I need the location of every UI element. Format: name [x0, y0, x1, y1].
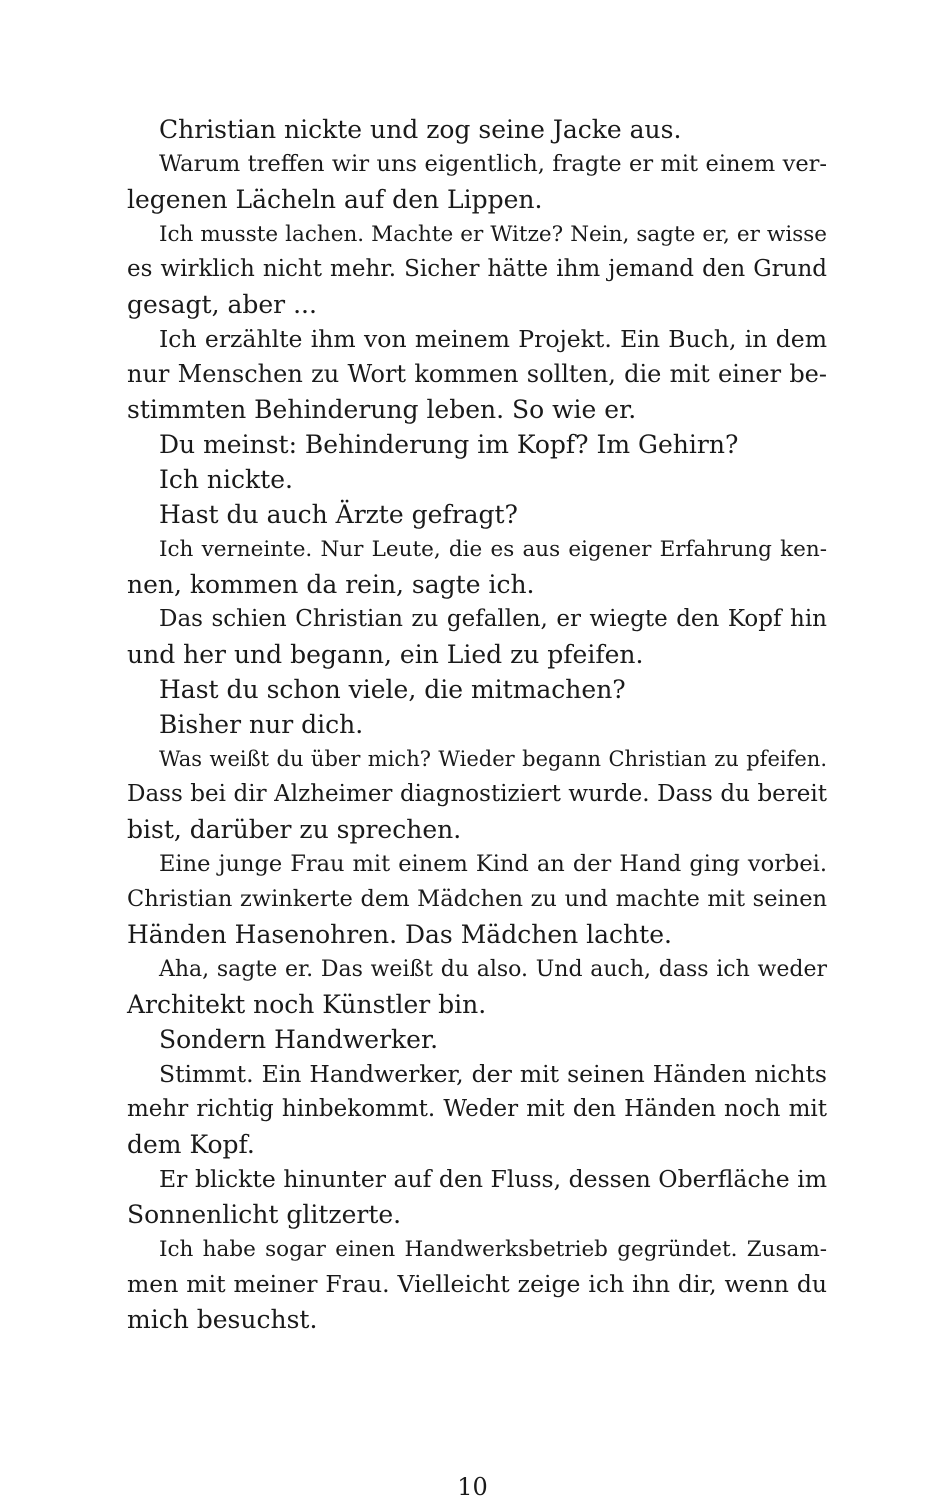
text-line: mich besuchst.: [127, 1305, 318, 1334]
text-line: men mit meiner Frau. Vielleicht zeige ich ihn dir, wenn du: [127, 1270, 827, 1298]
text-line: mehr richtig hinbekommt. Weder mit den Händen noch mit: [127, 1096, 827, 1122]
text-line: Was weißt du über mich? Wieder begann Christian zu pfeifen.: [159, 747, 827, 771]
text-line: Hast du auch Ärzte gefragt?: [159, 500, 518, 529]
text-line: Ich musste lachen. Machte er Witze? Nein, sagte er, er wisse: [159, 222, 827, 247]
body-text: [127, 112, 827, 1337]
text-line: Christian zwinkerte dem Mädchen zu und machte mit seinen: [127, 886, 827, 912]
text-line: stimmten Behinderung leben. So wie er.: [127, 395, 637, 424]
text-line: nur Menschen zu Wort kommen sollten, die mit einer be-: [127, 360, 827, 388]
page-number: 10: [457, 1473, 488, 1501]
text-line: bist, darüber zu sprechen.: [127, 815, 462, 844]
text-line: Ich habe sogar einen Handwerksbetrieb gegründet. Zusam-: [159, 1237, 827, 1262]
text-line: gesagt, aber ...: [127, 290, 317, 319]
text-line: Dass bei dir Alzheimer diagnostiziert wurde. Dass du bereit: [127, 781, 827, 807]
text-line: es wirklich nicht mehr. Sicher hätte ihm jemand den Grund: [127, 256, 827, 282]
text-line: nen, kommen da rein, sagte ich.: [127, 570, 535, 599]
text-line: Er blickte hinunter auf den Fluss, dessen Oberfläche im: [159, 1165, 827, 1193]
text-line: Christian nickte und zog seine Jacke aus.: [159, 115, 682, 144]
text-line: Bisher nur dich.: [159, 710, 364, 739]
text-line: Eine junge Frau mit einem Kind an der Hand ging vorbei.: [159, 851, 827, 877]
text-line: Händen Hasenohren. Das Mädchen lachte.: [127, 920, 672, 949]
text-line: Architekt noch Künstler bin.: [127, 990, 487, 1019]
text-line: Hast du schon viele, die mitmachen?: [159, 675, 626, 704]
text-line: Stimmt. Ein Handwerker, der mit seinen Händen nichts: [159, 1060, 827, 1088]
text-line: Sonnenlicht glitzerte.: [127, 1200, 402, 1229]
text-line: Warum treffen wir uns eigentlich, fragte er mit einem ver-: [159, 151, 827, 177]
text-line: Ich verneinte. Nur Leute, die es aus eigener Erfahrung ken-: [159, 537, 827, 562]
text-line: Sondern Handwerker.: [159, 1025, 439, 1054]
text-line: Aha, sagte er. Das weißt du also. Und auch, dass ich weder: [159, 957, 827, 982]
text-line: legenen Lächeln auf den Lippen.: [127, 185, 543, 214]
text-line: und her und begann, ein Lied zu pfeifen.: [127, 640, 644, 669]
text-line: dem Kopf.: [127, 1130, 255, 1159]
text-line: Ich nickte.: [159, 465, 293, 494]
text-line: Ich erzählte ihm von meinem Projekt. Ein Buch, in dem: [159, 325, 827, 353]
text-line: Du meinst: Behinderung im Kopf? Im Gehirn?: [159, 430, 739, 459]
text-line: Das schien Christian zu gefallen, er wiegte den Kopf hin: [159, 606, 827, 632]
